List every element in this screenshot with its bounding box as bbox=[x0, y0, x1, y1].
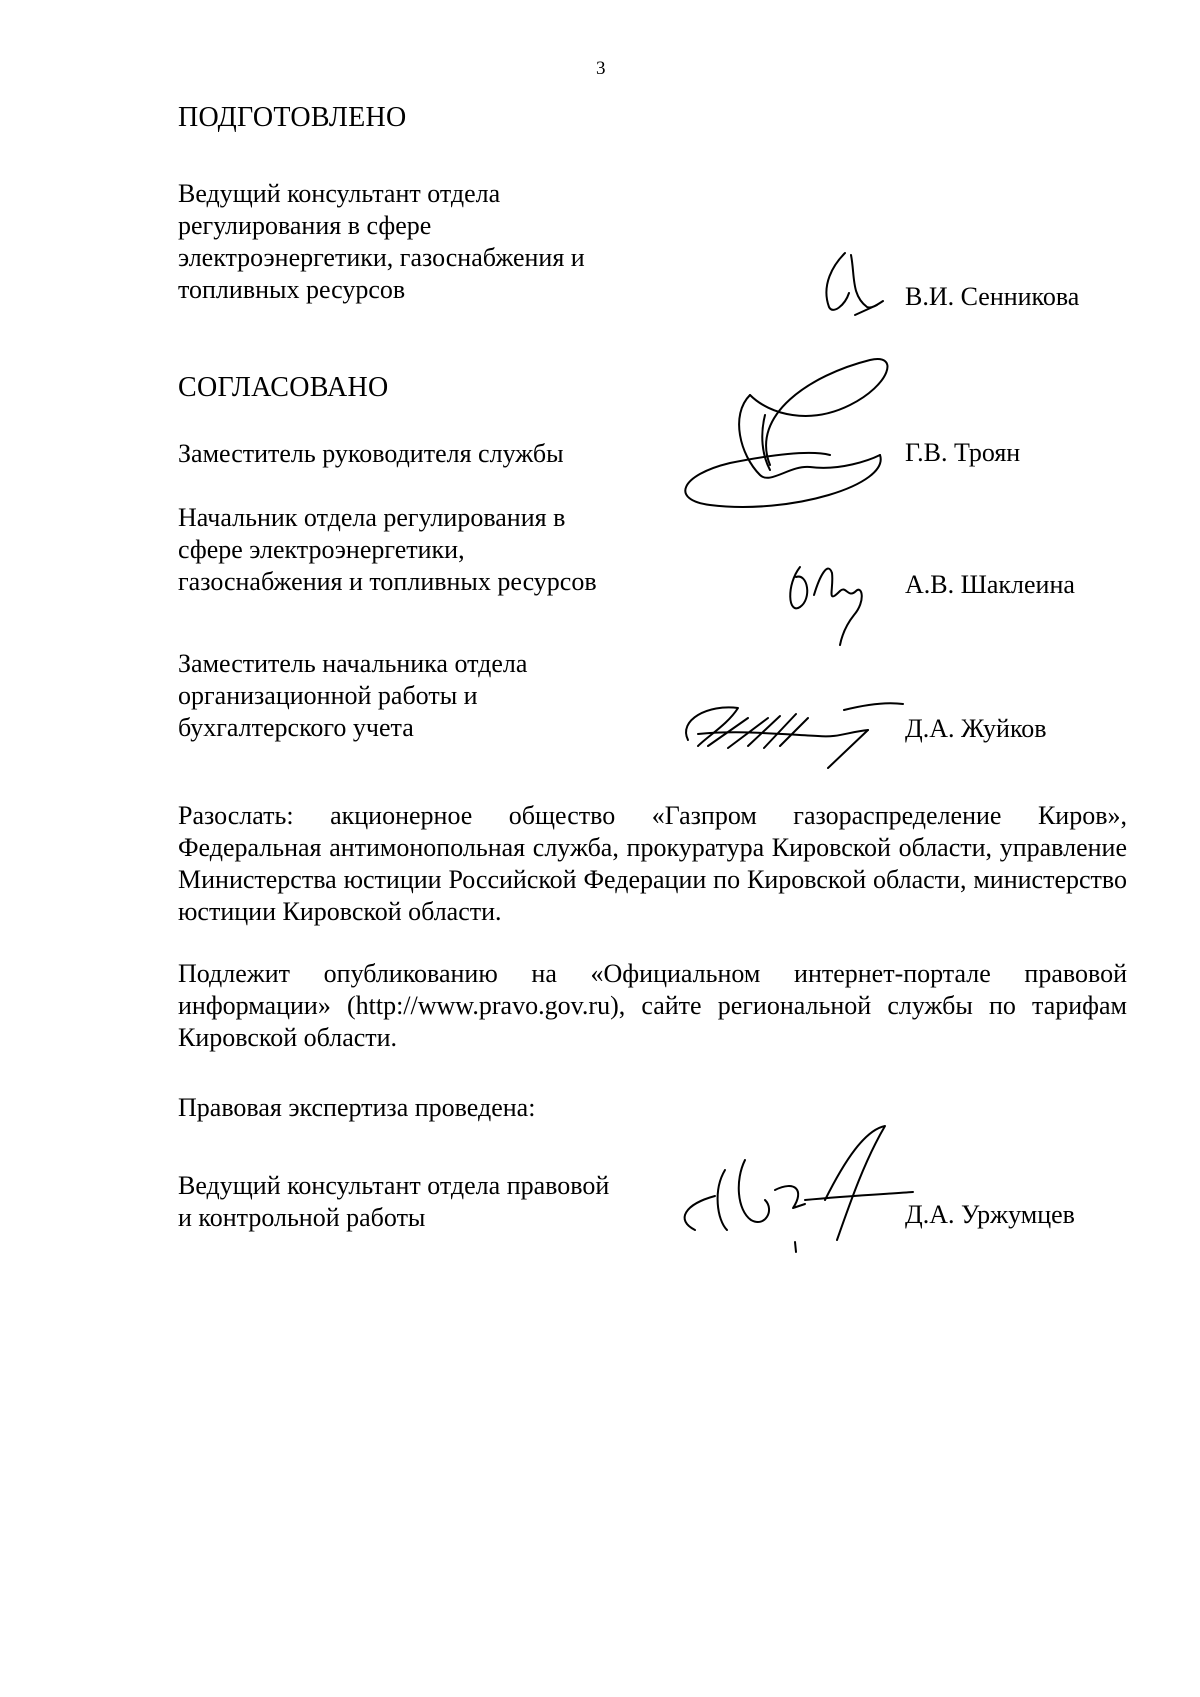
position-line: Ведущий консультант отдела bbox=[178, 179, 501, 208]
position-line: организационной работы и bbox=[178, 681, 478, 710]
prepared-position bbox=[178, 178, 585, 306]
position-line: Начальник отдела регулирования в bbox=[178, 503, 566, 532]
agreed-position-3 bbox=[178, 648, 527, 744]
position-line: и контрольной работы bbox=[178, 1203, 426, 1232]
prepared-heading: ПОДГОТОВЛЕНО bbox=[178, 102, 407, 133]
agreed-heading: СОГЛАСОВАНО bbox=[178, 372, 389, 403]
signature-zhuykov bbox=[668, 690, 908, 775]
legal-review-text: Правовая экспертиза проведена: bbox=[178, 1093, 536, 1122]
position-line: Заместитель начальника отдела bbox=[178, 649, 528, 678]
signature-shakleina bbox=[780, 555, 890, 650]
position-line: топливных ресурсов bbox=[178, 275, 406, 304]
signature-urzhumtsev bbox=[655, 1120, 915, 1265]
position-line: Ведущий консультант отдела правовой bbox=[178, 1171, 610, 1200]
position-line: газоснабжения и топливных ресурсов bbox=[178, 567, 597, 596]
signatory-name: Г.В. Троян bbox=[905, 438, 1021, 467]
position-line: регулирования в сфере bbox=[178, 211, 432, 240]
signature-senikova bbox=[815, 245, 895, 330]
signatory-name: В.И. Сенникова bbox=[905, 282, 1080, 311]
signatory-name: Д.А. Уржумцев bbox=[905, 1200, 1075, 1229]
legal-review-statement bbox=[178, 1092, 535, 1124]
distribution-list: Разослать: акционерное общество «Газпром газораспределение Киров», Федеральная антимонопольная служба, прокуратура Кировской области, управление Министерства юстиции Российской Федерации по Кировской области, министерство юстиции Кировской области. bbox=[178, 801, 1127, 926]
position-line: электроэнергетики, газоснабжения и bbox=[178, 243, 585, 272]
agreed-position-2 bbox=[178, 502, 597, 598]
signature-troyan bbox=[670, 355, 910, 540]
position-line: Заместитель руководителя службы bbox=[178, 439, 564, 468]
legal-review-position bbox=[178, 1170, 609, 1234]
agreed-position-1 bbox=[178, 438, 564, 470]
position-line: бухгалтерского учета bbox=[178, 713, 414, 742]
signatory-name: А.В. Шаклеина bbox=[905, 570, 1075, 599]
page-number: 3 bbox=[596, 58, 606, 79]
position-line: сфере электроэнергетики, bbox=[178, 535, 465, 564]
signatory-name: Д.А. Жуйков bbox=[905, 714, 1047, 743]
publication-note: Подлежит опубликованию на «Официальном интернет-портале правовой информации» (http://www.pravo.gov.ru), сайте региональной службы по тарифам Кировской области. bbox=[178, 959, 1127, 1052]
